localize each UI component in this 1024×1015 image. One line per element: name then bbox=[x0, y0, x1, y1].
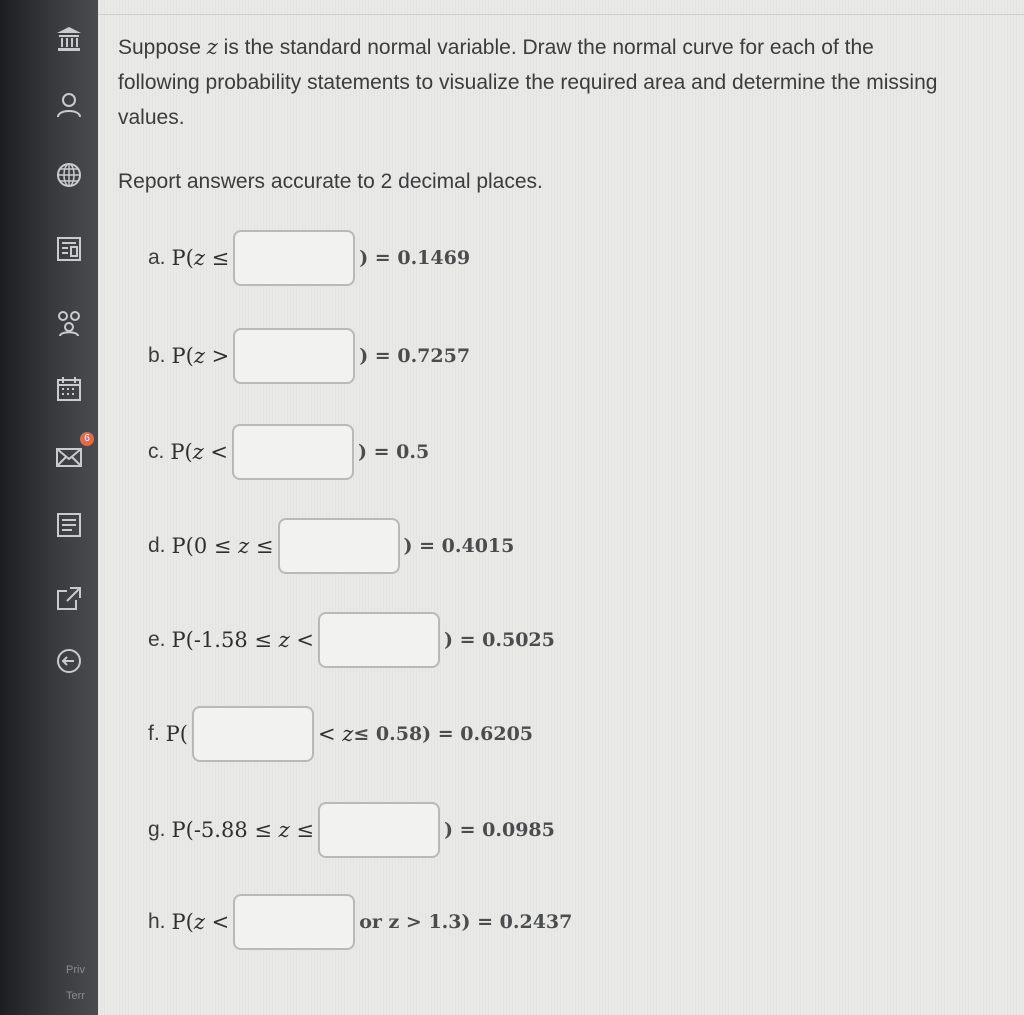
question-c bbox=[148, 422, 429, 482]
question-e bbox=[148, 610, 555, 670]
math-suffix: ) = 0.0985 bbox=[444, 819, 555, 841]
question-g bbox=[148, 800, 555, 860]
answer-input-c[interactable] bbox=[232, 424, 354, 480]
question-intro bbox=[118, 30, 958, 135]
back-icon[interactable] bbox=[50, 644, 88, 678]
math-expression bbox=[318, 722, 353, 746]
math-prefix: P( bbox=[165, 722, 188, 746]
inbox-icon[interactable] bbox=[50, 440, 88, 474]
inbox-badge: 6 bbox=[80, 432, 94, 446]
question-d bbox=[148, 516, 514, 576]
question-f bbox=[148, 704, 533, 764]
math-operator: > bbox=[204, 344, 230, 368]
math-operator: < bbox=[289, 628, 314, 652]
math-variable: z bbox=[278, 818, 290, 842]
question-label: b. bbox=[148, 344, 166, 367]
intro-variable: z bbox=[206, 35, 218, 59]
math-expression bbox=[172, 344, 230, 368]
math-suffix: or z > 1.3) = 0.2437 bbox=[359, 911, 573, 933]
math-variable: z bbox=[278, 628, 290, 652]
math-suffix: ) = 0.4015 bbox=[403, 535, 515, 557]
math-operator: ≤ bbox=[204, 246, 230, 270]
math-prefix: P( bbox=[171, 910, 194, 934]
divider bbox=[98, 14, 1024, 15]
intro-text-rest: is the standard normal variable. Draw the normal curve for each of the following probability statements to visualize the required area and determine the missing values. bbox=[118, 36, 938, 129]
math-expression bbox=[172, 818, 314, 842]
answer-input-d[interactable] bbox=[278, 518, 400, 574]
math-operator: ≤ bbox=[289, 818, 314, 842]
math-expression bbox=[170, 440, 228, 464]
math-operator: ≤ bbox=[249, 534, 274, 558]
question-label: c. bbox=[148, 440, 165, 463]
math-prefix: P( bbox=[171, 246, 194, 270]
calendar-icon[interactable] bbox=[50, 372, 88, 406]
math-suffix: ) = 0.5 bbox=[358, 441, 430, 463]
math-suffix: ) = 0.7257 bbox=[359, 345, 471, 367]
math-variable: z bbox=[238, 534, 250, 558]
math-operator: < bbox=[318, 722, 343, 746]
math-prefix: P(-1.58 ≤ bbox=[171, 628, 279, 652]
question-a bbox=[148, 228, 470, 288]
math-prefix: P( bbox=[171, 344, 194, 368]
question-label: h. bbox=[148, 910, 166, 933]
answer-input-a[interactable] bbox=[233, 230, 355, 286]
user-icon[interactable] bbox=[50, 88, 88, 122]
question-panel bbox=[98, 0, 1024, 1015]
math-variable: z bbox=[193, 910, 205, 934]
math-prefix: P( bbox=[170, 440, 193, 464]
math-suffix: ) = 0.5025 bbox=[444, 629, 555, 651]
left-navigation bbox=[0, 0, 98, 1015]
math-prefix: P(0 ≤ bbox=[171, 534, 239, 558]
math-suffix: ) = 0.1469 bbox=[359, 247, 471, 269]
math-expression bbox=[172, 246, 230, 270]
math-expression bbox=[172, 534, 274, 558]
math-variable: z bbox=[192, 440, 204, 464]
notes-icon[interactable] bbox=[50, 508, 88, 542]
groups-icon[interactable] bbox=[50, 306, 88, 340]
math-operator: < bbox=[203, 440, 229, 464]
math-operator: < bbox=[204, 910, 230, 934]
math-variable: z bbox=[342, 722, 354, 746]
math-suffix: ≤ 0.58) = 0.6205 bbox=[353, 723, 534, 745]
question-label: f. bbox=[148, 722, 160, 745]
math-variable: z bbox=[193, 344, 205, 368]
question-label: a. bbox=[148, 246, 166, 269]
globe-icon[interactable] bbox=[50, 158, 88, 192]
answer-input-b[interactable] bbox=[233, 328, 355, 384]
answer-input-e[interactable] bbox=[318, 612, 440, 668]
report-instruction: Report answers accurate to 2 decimal places. bbox=[118, 170, 543, 193]
privacy-link[interactable]: Priv bbox=[66, 964, 85, 976]
grades-icon[interactable] bbox=[50, 232, 88, 266]
math-variable: z bbox=[193, 246, 205, 270]
math-expression bbox=[172, 628, 314, 652]
answer-input-g[interactable] bbox=[318, 802, 440, 858]
question-label: e. bbox=[148, 628, 166, 651]
question-h bbox=[148, 892, 572, 952]
terms-link[interactable]: Terr bbox=[66, 990, 85, 1002]
institution-icon[interactable] bbox=[50, 22, 88, 56]
answer-input-h[interactable] bbox=[233, 894, 355, 950]
math-expression bbox=[172, 910, 230, 934]
question-label: g. bbox=[148, 818, 166, 841]
external-icon[interactable] bbox=[50, 582, 88, 616]
answer-input-f[interactable] bbox=[192, 706, 314, 762]
math-prefix: P(-5.88 ≤ bbox=[171, 818, 279, 842]
question-b bbox=[148, 326, 470, 386]
intro-text: Suppose bbox=[118, 36, 207, 59]
question-label: d. bbox=[148, 534, 166, 557]
